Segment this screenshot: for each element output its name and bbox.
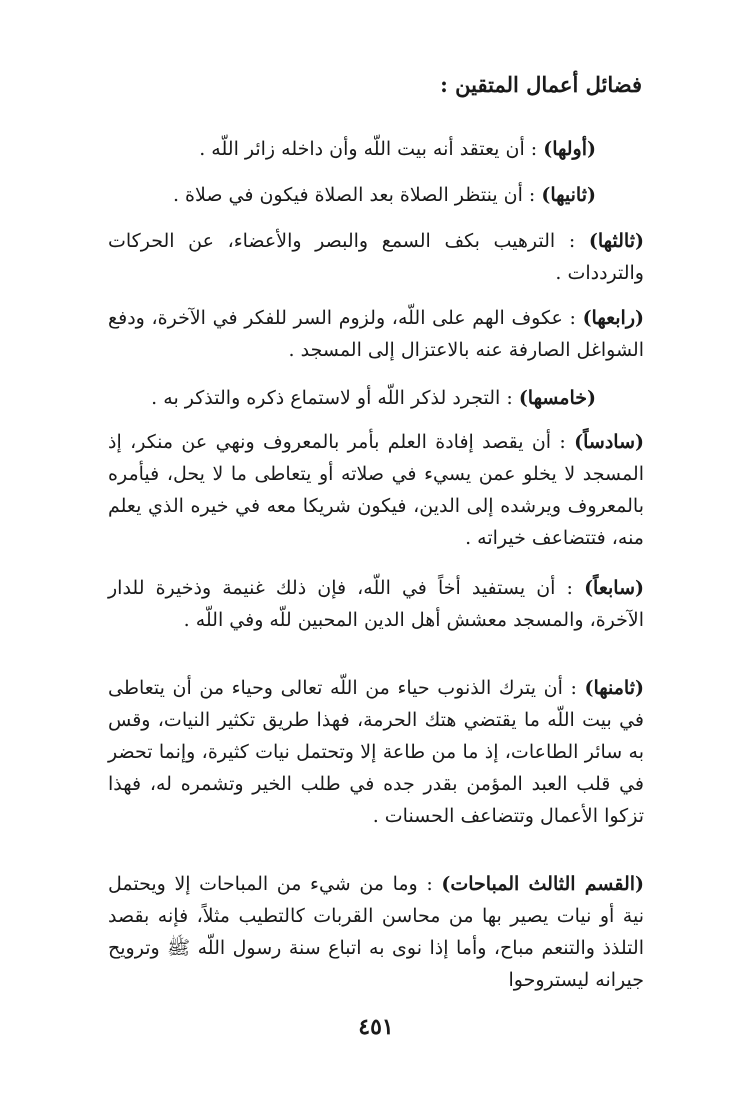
- paragraph-label: (ثالثها): [588, 230, 644, 252]
- paragraph-label: (ثامنها): [584, 677, 644, 699]
- page-number: ٤٥١: [358, 1014, 394, 1040]
- paragraph-second: [108, 179, 596, 211]
- paragraph-label: (القسم الثالث المباحات): [441, 873, 644, 895]
- paragraph-text: : أن يقصد إفادة العلم بأمر بالمعروف ونهي عن منكر، إذ المسجد لا يخلو عمن يسيء في صلاته أو يتعاطى ما لا يحل، فيأمره بالمعروف ويرشده إلى الدين، فيكون شريكا معه في خيره الذي يعلم منه، فتتضاعف خيراته .: [108, 431, 644, 549]
- paragraph-label: (سادساً): [574, 431, 644, 453]
- paragraph-label: (رابعها): [582, 307, 644, 329]
- paragraph-third: [108, 225, 644, 289]
- paragraph-text: : أن يترك الذنوب حياء من اللّه تعالى وحياء من أن يتعاطى في بيت اللّه ما يقتضي هتك الحرمة، فهذا طريق تكثير النيات، وقس به سائر الطاعات، إذ ما من طاعة إلا وتحتمل نيات كثيرة، وإنما تحضر في قلب العبد المؤمن بقدر جده في طلب الخير وتشمره له، فهذا تزكوا الأعمال وتتضاعف الحسنات .: [108, 677, 644, 827]
- paragraph-label: (خامسها): [518, 387, 596, 409]
- paragraph-seventh: [108, 572, 644, 636]
- paragraph-text: : عكوف الهم على اللّه، ولزوم السر للفكر في الآخرة، ودفع الشواغل الصارفة عنه بالاعتزال إلى المسجد .: [108, 307, 644, 361]
- paragraph-sixth: [108, 426, 644, 554]
- paragraph-fifth: [108, 382, 596, 414]
- paragraph-label: (ثانيها): [541, 184, 596, 206]
- paragraph-label: (سابعاً): [584, 577, 644, 599]
- paragraph-text: : أن يستفيد أخاً في اللّه، فإن ذلك غنيمة وذخيرة للدار الآخرة، والمسجد معشش أهل الدين المحبين للّه وفي اللّه .: [108, 577, 644, 631]
- paragraph-first: [108, 133, 596, 165]
- paragraph-text: : وما من شيء من المباحات إلا ويحتمل نية أو نيات يصير بها من محاسن القربات كالتطيب مثلاً، فإنه بقصد التلذذ والتنعم مباح، وأما إذا نوى به اتباع سنة رسول اللّه ﷺ وترويح جيرانه ليستروحوا: [108, 873, 644, 991]
- paragraph-text: : أن ينتظر الصلاة بعد الصلاة فيكون في صلاة .: [172, 184, 542, 206]
- paragraph-text: : الترهيب بكف السمع والبصر والأعضاء، عن الحركات والترددات .: [108, 230, 644, 284]
- paragraph-text: : أن يعتقد أنه بيت اللّه وأن داخله زائر اللّه .: [199, 138, 544, 160]
- paragraph-fourth: [108, 302, 644, 366]
- paragraph-eighth: [108, 672, 644, 832]
- section-heading: فضائل أعمال المتقين :: [440, 72, 642, 97]
- paragraph-third-section: [108, 868, 644, 996]
- paragraph-label: (أولها): [543, 138, 596, 160]
- paragraph-text: : التجرد لذكر اللّه أو لاستماع ذكره والتذكر به .: [151, 387, 519, 409]
